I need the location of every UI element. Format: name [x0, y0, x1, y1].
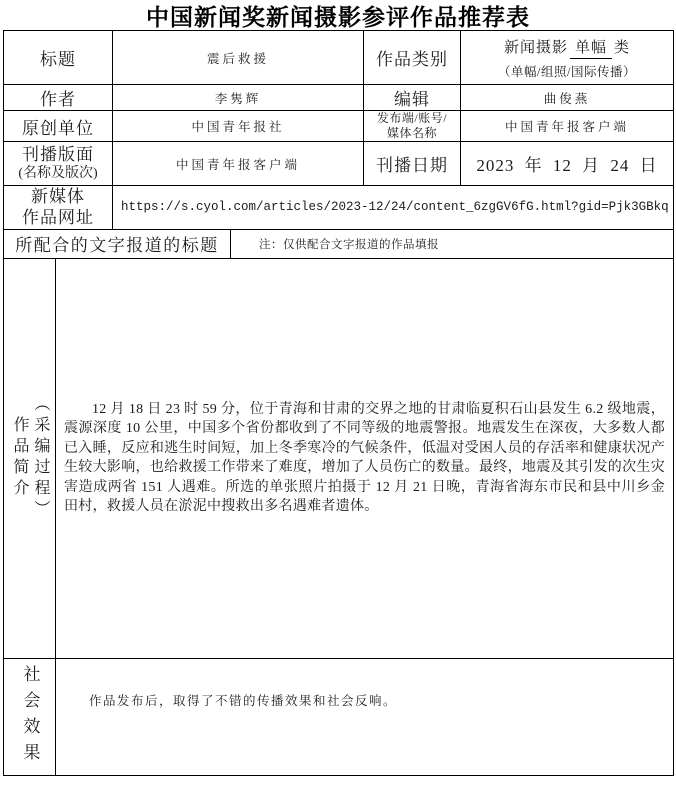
title-value: 震后救援 — [113, 31, 364, 85]
social-effect-label-cell — [4, 658, 56, 775]
publish-page-label-line2: (名称及版次) — [18, 166, 98, 182]
channel-label — [364, 111, 461, 142]
row-original-unit — [4, 111, 674, 142]
unit-value: 中国青年报社 — [113, 111, 364, 142]
unit-label: 原创单位 — [4, 111, 113, 142]
category-options: （单幅/组照/国际传播） — [498, 64, 636, 79]
work-intro-paragraph: 12 月 18 日 23 时 59 分，位于青海和甘肃的交界之地的甘肃临夏积石山县发生 6.2 级地震，震源深度 10 公里，中国多个省份都收到了不同等级的地震警报。地震发生在深夜，大多数人都已入睡，反应和逃生时间短，加上冬季寒冷的气候条件，低温对受困人员的存活率和健康状况产生较大影响，也给救援工作带来了难度，增加了人员伤亡的数量。最终，地震及其引发的次生灾害造成两省 151 人遇难。所选的单张照片拍摄于 12 月 21 日晚，青海省海东市民和县中川乡金田村，救援人员在淤泥中搜救出多名遇难者遗体。 — [64, 401, 666, 514]
editor-value: 曲俊燕 — [461, 85, 674, 111]
work-intro-cell — [56, 258, 674, 658]
publish-page-value: 中国青年报客户端 — [113, 142, 364, 186]
category-cell — [461, 31, 674, 85]
work-intro-label — [4, 395, 55, 521]
row-author — [4, 85, 674, 111]
text-report-label: 所配合的文字报道的标题 — [4, 229, 231, 258]
media-url-label-line2: 作品网址 — [22, 208, 94, 228]
work-intro-label-cell — [4, 258, 56, 658]
text-report-note: 注：仅供配合文字报道的作品填报 — [231, 229, 674, 258]
category-label: 作品类别 — [364, 31, 461, 85]
author-label: 作者 — [4, 85, 113, 111]
social-effect-label: 社会效果 — [20, 664, 40, 769]
channel-label-line1: 发布端/账号/ — [376, 111, 448, 125]
page-title: 中国新闻奖新闻摄影参评作品推荐表 — [146, 4, 530, 30]
publish-page-label-line1: 刊播版面 — [22, 145, 94, 165]
social-effect-value: 作品发布后，取得了不错的传播效果和社会反响。 — [56, 658, 674, 775]
work-intro-label-primary: 作品简介 — [11, 416, 28, 500]
publish-page-label — [4, 142, 113, 186]
category-main-line — [461, 36, 673, 59]
channel-value: 中国青年报客户端 — [461, 111, 674, 142]
channel-label-line2: 媒体名称 — [387, 126, 438, 140]
media-url-label-line1: 新媒体 — [31, 187, 85, 206]
row-text-report-title — [4, 229, 674, 258]
work-intro-label-secondary: （采编过程） — [32, 395, 49, 521]
title-label: 标题 — [4, 31, 113, 85]
publish-date-label: 刊播日期 — [364, 142, 461, 186]
media-url-value: https://s.cyol.com/articles/2023-12/24/content_6zgGV6fG.html?gid=Pjk3GBkq — [113, 186, 674, 230]
editor-label: 编辑 — [364, 85, 461, 111]
row-publish-page — [4, 142, 674, 186]
row-title — [4, 31, 674, 85]
row-social-effect — [4, 658, 674, 775]
recommendation-form-table — [3, 30, 674, 776]
category-suffix: 类 — [614, 39, 631, 56]
author-value: 李隽辉 — [113, 85, 364, 111]
publish-date-value: 2023 年 12 月 24 日 — [461, 142, 674, 186]
row-media-url — [4, 186, 674, 230]
row-work-intro — [4, 258, 674, 658]
category-selected: 单幅 — [570, 36, 612, 59]
category-prefix: 新闻摄影 — [503, 39, 568, 56]
media-url-label — [4, 186, 113, 230]
